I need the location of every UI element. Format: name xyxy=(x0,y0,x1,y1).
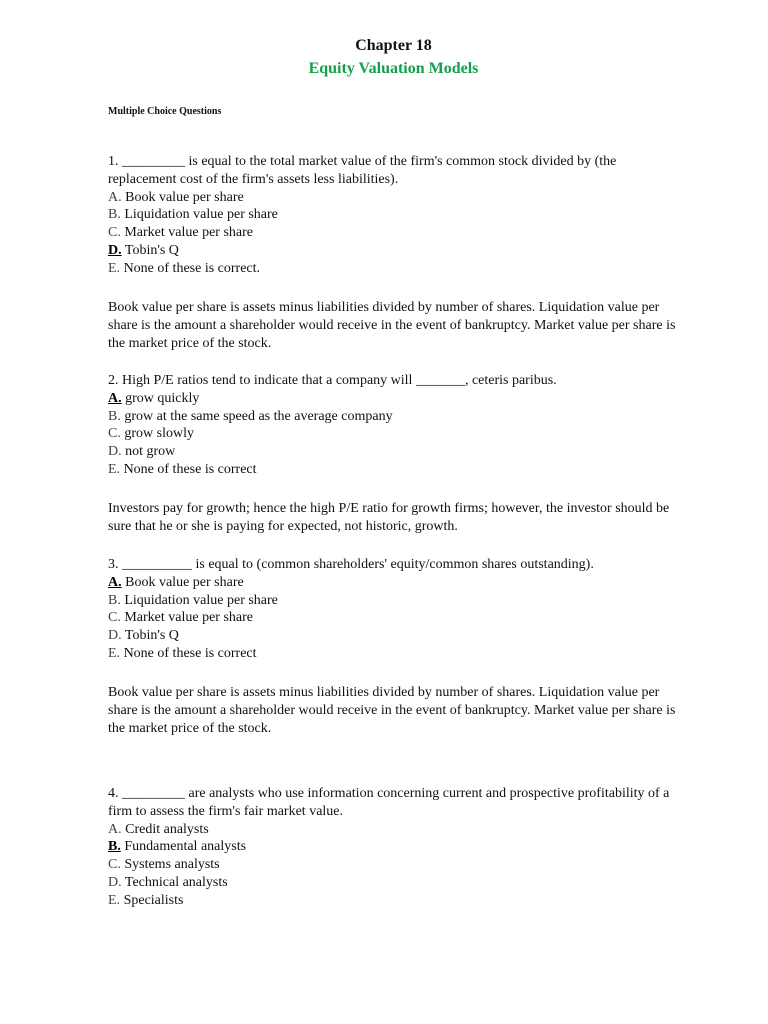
option-letter: A. xyxy=(108,189,122,205)
option-text: Book value per share xyxy=(125,574,244,590)
explanation-1 xyxy=(108,299,678,352)
option-text: Credit analysts xyxy=(125,821,209,837)
question-3 xyxy=(108,556,678,663)
option-c xyxy=(108,609,678,627)
question-1 xyxy=(108,153,678,278)
option-b xyxy=(108,206,678,224)
option-d xyxy=(108,242,678,260)
option-d xyxy=(108,874,678,892)
option-letter: B. xyxy=(108,592,121,608)
option-b xyxy=(108,838,678,856)
option-e xyxy=(108,645,678,663)
option-letter: D. xyxy=(108,874,122,890)
option-letter: B. xyxy=(108,207,121,223)
option-letter: E. xyxy=(108,461,121,477)
option-text: Book value per share xyxy=(125,189,244,205)
option-text: Systems analysts xyxy=(124,857,220,873)
question-2 xyxy=(108,372,678,479)
option-letter: D. xyxy=(108,628,122,644)
option-letter: C. xyxy=(108,426,121,442)
option-text: grow slowly xyxy=(124,426,194,442)
option-a xyxy=(108,189,678,207)
question-stem: 2. High P/E ratios tend to indicate that a company will _______, ceteris paribus. xyxy=(108,373,557,388)
correct-answer-letter: A. xyxy=(108,390,122,406)
option-text: Technical analysts xyxy=(124,874,228,890)
correct-answer-letter: D. xyxy=(108,242,122,258)
option-text: Market value per share xyxy=(124,610,254,626)
question-4 xyxy=(108,785,678,910)
option-letter: E. xyxy=(108,645,121,661)
option-b xyxy=(108,592,678,610)
correct-answer-letter: A. xyxy=(108,574,122,590)
option-text: None of these is correct xyxy=(123,461,257,477)
option-letter: C. xyxy=(108,857,121,873)
option-text: Fundamental analysts xyxy=(124,839,247,855)
explanation-2 xyxy=(108,500,678,536)
option-text: None of these is correct. xyxy=(123,260,261,276)
correct-answer-letter: B. xyxy=(108,839,121,855)
option-d xyxy=(108,443,678,461)
option-a xyxy=(108,821,678,839)
option-c xyxy=(108,425,678,443)
option-letter: C. xyxy=(108,610,121,626)
option-b xyxy=(108,408,678,426)
option-e xyxy=(108,892,678,910)
option-e xyxy=(108,260,678,278)
option-letter: C. xyxy=(108,225,121,241)
option-letter: A. xyxy=(108,821,122,837)
explanation-text: Book value per share is assets minus liabilities divided by number of shares. Liquidation value per share is the amount a shareholder would receive in the event of bankruptcy. Market value per share is the market price of the stock. xyxy=(108,685,676,736)
option-text: Liquidation value per share xyxy=(124,207,278,223)
option-text: Tobin's Q xyxy=(124,242,179,258)
section-heading: Multiple Choice Questions xyxy=(108,106,222,117)
option-letter: D. xyxy=(108,444,122,460)
option-text: Specialists xyxy=(123,892,184,908)
explanation-3 xyxy=(108,684,678,737)
chapter-heading: Chapter 18 xyxy=(355,37,432,54)
option-c xyxy=(108,856,678,874)
option-e xyxy=(108,461,678,479)
chapter-title: Equity Valuation Models xyxy=(308,60,479,77)
option-c xyxy=(108,224,678,242)
option-text: grow at the same speed as the average company xyxy=(124,408,393,424)
option-a xyxy=(108,390,678,408)
explanation-text: Investors pay for growth; hence the high P/E ratio for growth firms; however, the investor should be sure that he or she is paying for expected, not historic, growth. xyxy=(108,501,670,534)
option-letter: E. xyxy=(108,892,121,908)
option-d xyxy=(108,627,678,645)
option-a xyxy=(108,574,678,592)
question-stem: 1. _________ is equal to the total market value of the firm's common stock divided by (the replacement cost of the firm's assets less liabilities). xyxy=(108,154,617,187)
option-text: Liquidation value per share xyxy=(124,592,278,608)
option-text: grow quickly xyxy=(125,390,200,406)
option-text: None of these is correct xyxy=(123,645,257,661)
question-stem: 3. __________ is equal to (common shareholders' equity/common shares outstanding). xyxy=(108,557,594,572)
option-text: not grow xyxy=(125,444,176,460)
option-letter: E. xyxy=(108,260,121,276)
explanation-text: Book value per share is assets minus liabilities divided by number of shares. Liquidation value per share is the amount a shareholder would receive in the event of bankruptcy. Market value per share is the market price of the stock. xyxy=(108,300,676,351)
question-stem: 4. _________ are analysts who use information concerning current and prospective profitability of a firm to assess the firm's fair market value. xyxy=(108,786,670,819)
option-letter: B. xyxy=(108,408,121,424)
option-text: Tobin's Q xyxy=(124,628,179,644)
option-text: Market value per share xyxy=(124,225,254,241)
